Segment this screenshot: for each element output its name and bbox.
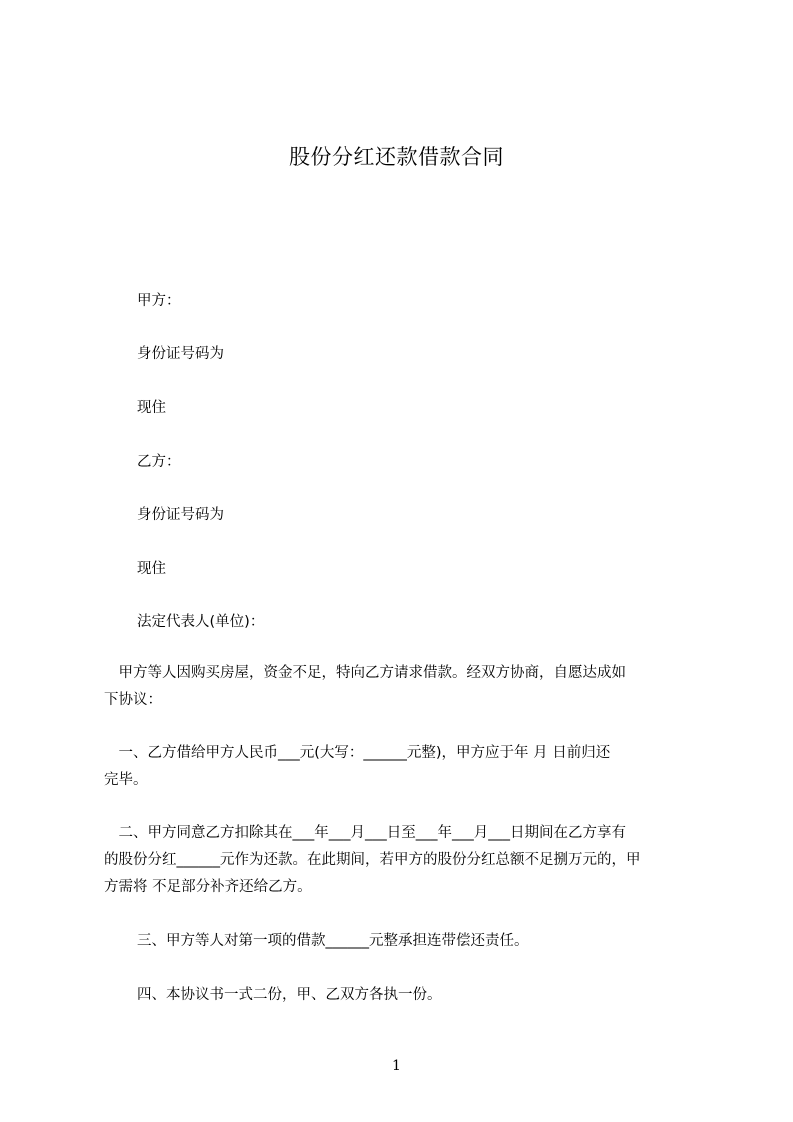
party-b-id-line: 身份证号码为 <box>137 507 224 523</box>
clause-1-line-1: 一、乙方借给甲方人民币___元(大写：______元整)，甲方应于年 月 日前归还 <box>104 745 611 761</box>
clause-4: 四、本协议书一式二份，甲、乙双方各执一份。 <box>137 987 442 1003</box>
clause-2-paragraph <box>104 820 702 901</box>
clause-3: 三、甲方等人对第一项的借款______元整承担连带偿还责任。 <box>137 933 529 949</box>
document-title: 股份分红还款借款合同 <box>289 145 504 169</box>
party-a-label: 甲方： <box>137 293 181 309</box>
intro-line-2: 下协议： <box>104 692 162 708</box>
page-number: 1 <box>392 1058 401 1074</box>
clause-2-line-3: 方需将 不足部分补齐还给乙方。 <box>104 879 312 895</box>
legal-representative-line: 法定代表人(单位)： <box>137 614 265 630</box>
clause-1-paragraph <box>104 740 702 794</box>
party-a-id-line: 身份证号码为 <box>137 346 224 362</box>
party-b-label: 乙方： <box>137 454 181 470</box>
party-a-address-line: 现住 <box>137 400 166 416</box>
intro-line-1: 甲方等人因购买房屋，资金不足，特向乙方请求借款。经双方协商，自愿达成如 <box>104 665 626 681</box>
clause-2-line-1: 二、甲方同意乙方扣除其在___年___月___日至___年___月___日期间在乙方享有 <box>104 825 626 841</box>
clause-1-line-2: 完毕。 <box>104 772 148 788</box>
party-b-address-line: 现住 <box>137 561 166 577</box>
clause-2-line-2: 的股份分红______元作为还款。在此期间，若甲方的股份分红总额不足捌万元的，甲 <box>104 852 641 868</box>
intro-paragraph <box>104 660 702 714</box>
